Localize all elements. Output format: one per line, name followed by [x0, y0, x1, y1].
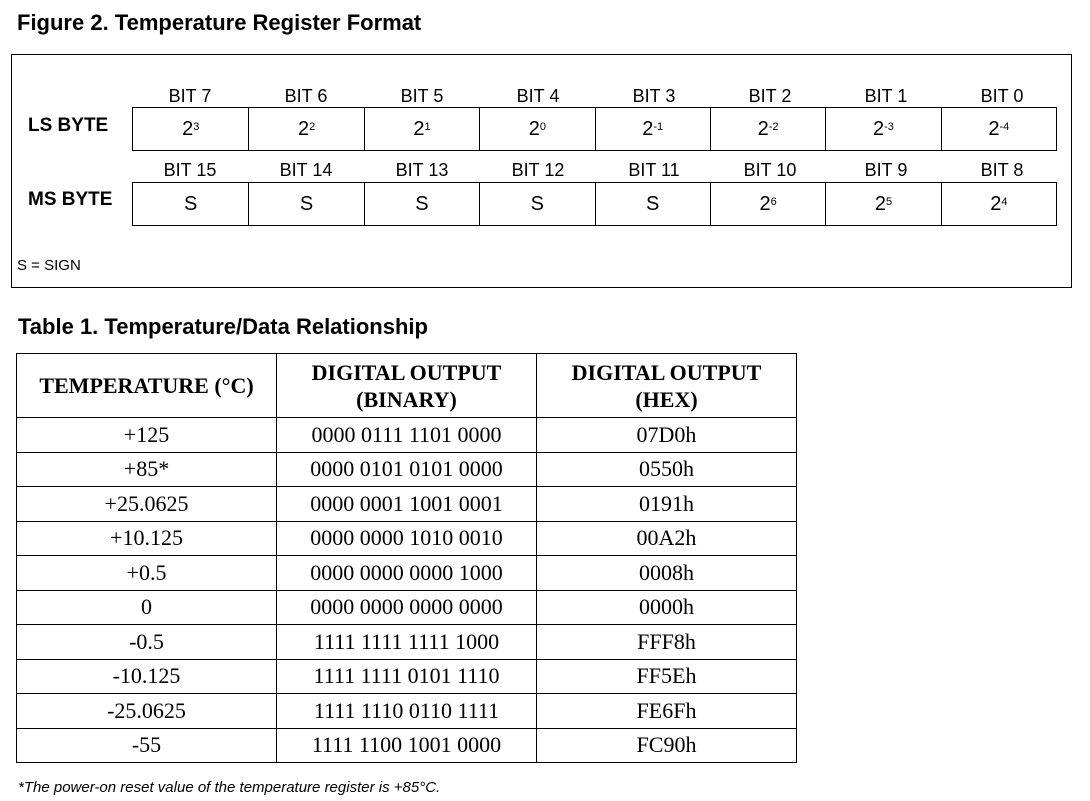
- header-binary-line: (BINARY): [356, 386, 457, 412]
- ls-bit-cell: [825, 108, 940, 150]
- table-row: [17, 694, 797, 729]
- bit-weight-base: 2: [872, 117, 885, 140]
- hex-cell: 07D0h: [537, 418, 797, 453]
- ms-bit-header: BIT 15: [163, 160, 217, 180]
- bit-weight-base: 2: [874, 192, 886, 215]
- bit-weight-base: 2: [990, 192, 1002, 215]
- bit-weight-base: S: [646, 192, 660, 215]
- ms-bit-header: BIT 9: [864, 160, 908, 180]
- table-footnote: *The power-on reset value of the temperature register is +85°C.: [18, 779, 441, 796]
- bit-weight-exponent: 5: [885, 196, 893, 208]
- binary-cell: 0000 0001 1001 0001: [277, 487, 537, 522]
- bit-weight-exponent: 3: [193, 121, 200, 133]
- hex-cell: FFF8h: [537, 625, 797, 660]
- table-row: [17, 659, 797, 694]
- table-row: [17, 556, 797, 591]
- table-title: Table 1. Temperature/Data Relationship: [18, 314, 428, 339]
- ms-bit-cell: [248, 183, 363, 225]
- sign-legend: S = SIGN: [17, 257, 81, 274]
- binary-cell: 0000 0000 1010 0010: [277, 521, 537, 556]
- ms-bit-header: BIT 14: [279, 160, 333, 180]
- ls-bit-cell: [479, 108, 594, 150]
- ls-byte-register: [132, 107, 1057, 151]
- bit-weight-base: 2: [528, 117, 540, 140]
- header-hex: [537, 354, 797, 418]
- header-binary: [277, 354, 537, 418]
- bit-weight-base: 2: [297, 117, 310, 140]
- figure-title: Figure 2. Temperature Register Format: [17, 10, 422, 35]
- hex-cell: FF5Eh: [537, 659, 797, 694]
- temperature-cell: -0.5: [17, 625, 277, 660]
- table-row: [17, 418, 797, 453]
- ls-bit-header: BIT 4: [516, 86, 560, 106]
- bit-weight-exponent: -3: [884, 121, 894, 133]
- bit-weight-base: 2: [413, 117, 425, 140]
- bit-weight-exponent: 1: [424, 121, 431, 133]
- binary-cell: 1111 1111 1111 1000: [277, 625, 537, 660]
- ms-bit-cell: [133, 183, 248, 225]
- binary-cell: 0000 0000 0000 0000: [277, 590, 537, 625]
- ls-bit-cell: [248, 108, 363, 150]
- ms-bit-header: BIT 13: [395, 160, 449, 180]
- ls-bit-header: BIT 6: [284, 86, 328, 106]
- bit-weight-base: S: [530, 192, 544, 215]
- ms-bit-cell: [825, 183, 940, 225]
- hex-cell: FC90h: [537, 728, 797, 763]
- bit-weight-base: 2: [759, 192, 771, 215]
- temperature-cell: +25.0625: [17, 487, 277, 522]
- table-row: [17, 625, 797, 660]
- bit-weight-exponent: -1: [653, 121, 664, 133]
- ls-bit-header: BIT 1: [864, 86, 908, 106]
- bit-weight-base: 2: [642, 117, 654, 140]
- bit-weight-base: S: [299, 192, 314, 215]
- ls-bit-header: BIT 7: [168, 86, 212, 106]
- ms-bit-cell: [595, 183, 710, 225]
- ls-bit-header: BIT 0: [980, 86, 1024, 106]
- ls-byte-label: LS BYTE: [28, 115, 109, 136]
- header-hex-line: DIGITAL OUTPUT: [571, 359, 762, 385]
- bit-weight-exponent: 2: [309, 121, 316, 133]
- table-row: [17, 521, 797, 556]
- binary-cell: 0000 0000 0000 1000: [277, 556, 537, 591]
- table-row: [17, 487, 797, 522]
- ls-bit-cell: [941, 108, 1056, 150]
- hex-cell: 0550h: [537, 452, 797, 487]
- ms-byte-register: [132, 182, 1057, 226]
- ms-bit-header: BIT 11: [628, 160, 680, 180]
- hex-cell: FE6Fh: [537, 694, 797, 729]
- table-row: [17, 452, 797, 487]
- ms-bit-cell: [941, 183, 1056, 225]
- bit-weight-base: 2: [988, 117, 1000, 140]
- ls-bit-header: BIT 2: [748, 86, 792, 106]
- bit-weight-base: S: [184, 192, 198, 215]
- binary-cell: 1111 1111 0101 1110: [277, 659, 537, 694]
- header-temperature: TEMPERATURE (°C): [17, 354, 277, 418]
- temperature-cell: +125: [17, 418, 277, 453]
- ms-bit-header: BIT 12: [511, 160, 565, 180]
- ls-bit-headers: [132, 86, 1060, 107]
- ms-bit-header: BIT 10: [743, 160, 797, 180]
- temperature-cell: -55: [17, 728, 277, 763]
- header-binary-line: DIGITAL OUTPUT: [311, 359, 502, 385]
- ls-bit-cell: [595, 108, 710, 150]
- ls-bit-cell: [133, 108, 248, 150]
- ms-bit-cell: [364, 183, 479, 225]
- bit-weight-base: 2: [182, 117, 194, 140]
- bit-weight-exponent: 4: [1001, 196, 1008, 208]
- hex-cell: 0000h: [537, 590, 797, 625]
- ms-byte-label: MS BYTE: [28, 189, 113, 210]
- table-header-row: [17, 354, 797, 418]
- binary-cell: 0000 0101 0101 0000: [277, 452, 537, 487]
- temperature-cell: -10.125: [17, 659, 277, 694]
- ls-bit-header: BIT 5: [400, 86, 444, 106]
- bit-weight-exponent: -2: [768, 121, 779, 133]
- table-row: [17, 728, 797, 763]
- temperature-cell: +10.125: [17, 521, 277, 556]
- ms-bit-cell: [479, 183, 594, 225]
- hex-cell: 0008h: [537, 556, 797, 591]
- hex-cell: 00A2h: [537, 521, 797, 556]
- bit-weight-exponent: 0: [539, 121, 546, 133]
- temperature-cell: +85*: [17, 452, 277, 487]
- bit-weight-exponent: 6: [770, 196, 777, 208]
- table-row: [17, 590, 797, 625]
- hex-cell: 0191h: [537, 487, 797, 522]
- binary-cell: 1111 1100 1001 0000: [277, 728, 537, 763]
- temperature-cell: +0.5: [17, 556, 277, 591]
- ms-bit-header: BIT 8: [980, 160, 1024, 180]
- bit-weight-exponent: -4: [999, 121, 1010, 133]
- temperature-cell: -25.0625: [17, 694, 277, 729]
- binary-cell: 0000 0111 1101 0000: [277, 418, 537, 453]
- binary-cell: 1111 1110 0110 1111: [277, 694, 537, 729]
- temperature-cell: 0: [17, 590, 277, 625]
- bit-weight-base: S: [415, 192, 429, 215]
- ms-bit-cell: [710, 183, 825, 225]
- temperature-data-table: [16, 353, 797, 763]
- ls-bit-header: BIT 3: [632, 86, 676, 106]
- header-hex-line: (HEX): [635, 386, 698, 412]
- bit-weight-base: 2: [757, 117, 769, 140]
- ms-bit-headers: [132, 160, 1060, 181]
- ls-bit-cell: [364, 108, 479, 150]
- ls-bit-cell: [710, 108, 825, 150]
